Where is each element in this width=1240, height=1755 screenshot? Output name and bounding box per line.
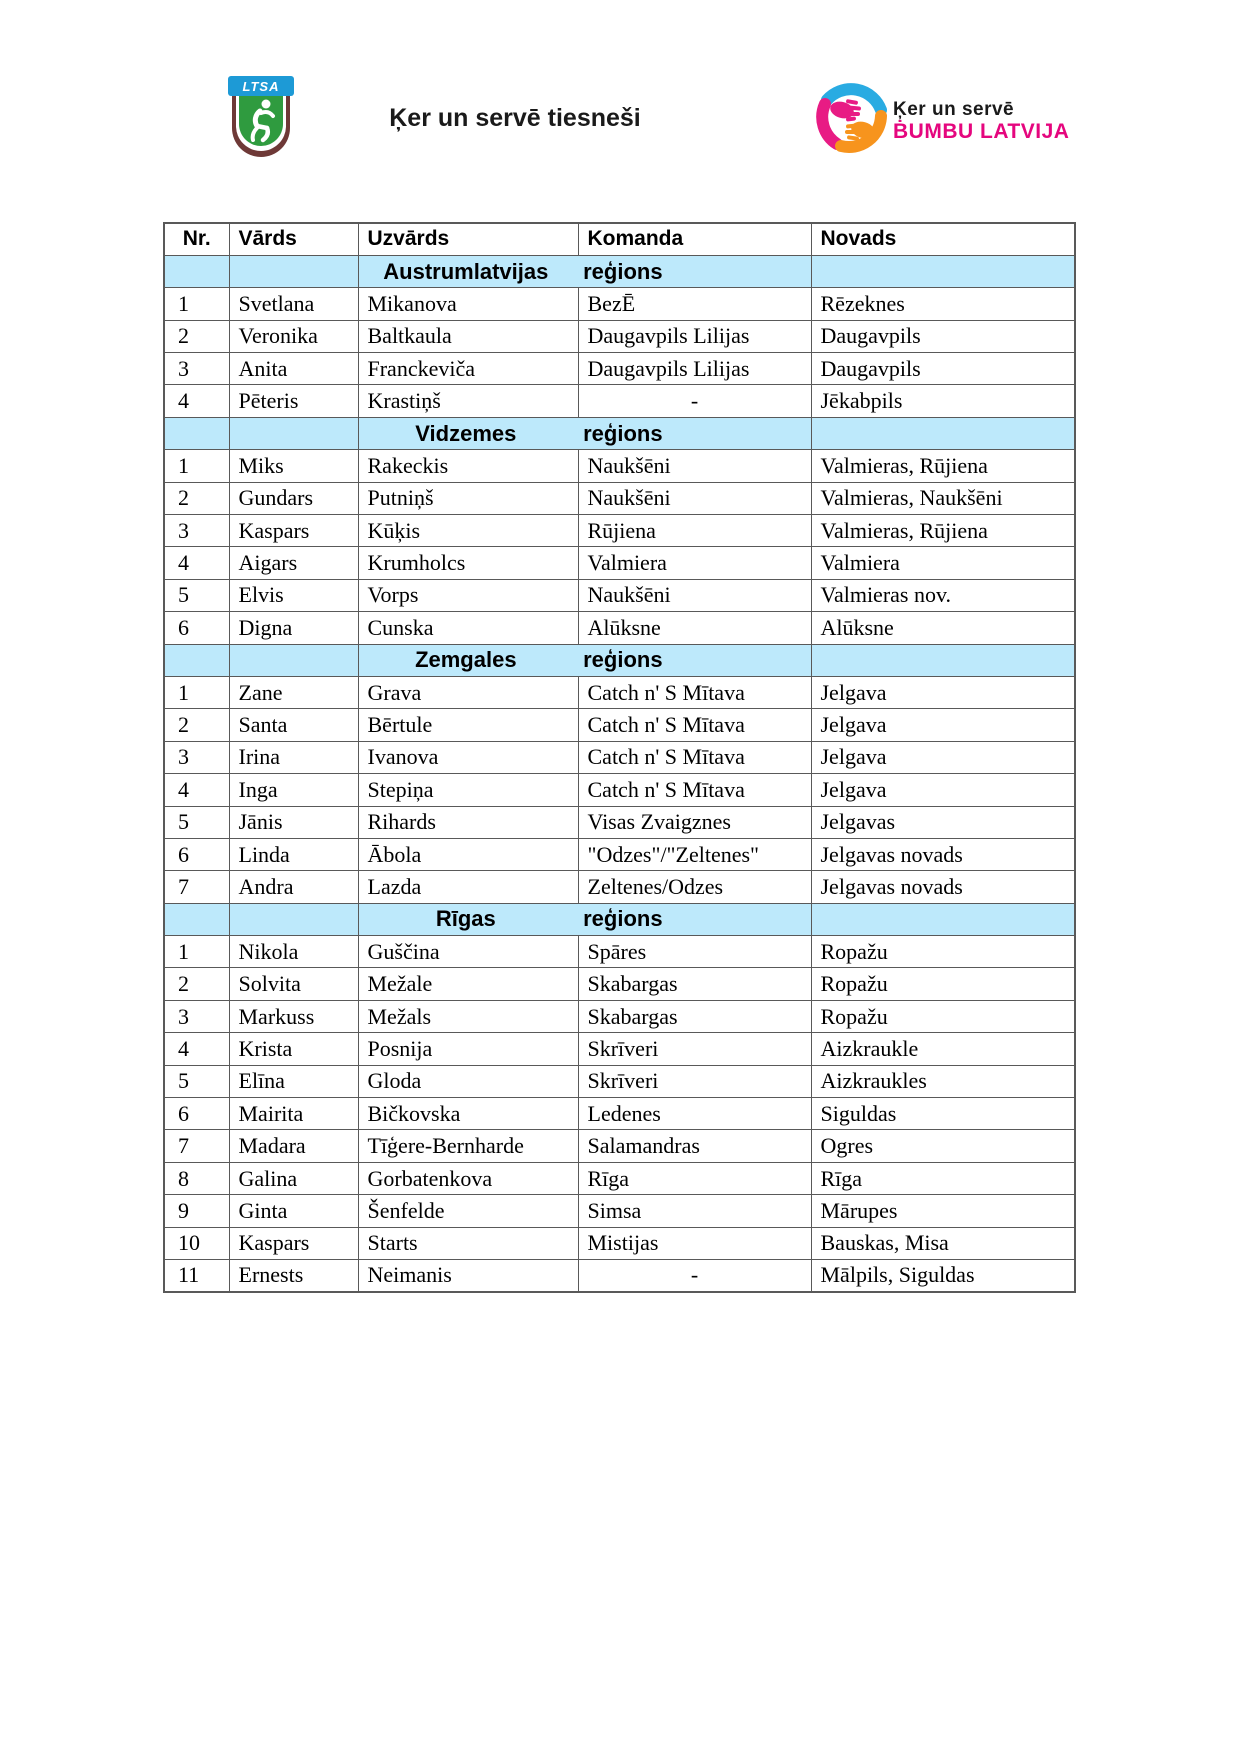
cell-komanda: Ledenes <box>578 1098 811 1130</box>
table-row <box>164 482 1075 514</box>
cell-uzvards: Tīģere-Bernharde <box>358 1130 578 1162</box>
table-row <box>164 968 1075 1000</box>
cell-vards: Aigars <box>229 547 358 579</box>
cell-novads: Ropažu <box>811 936 1075 968</box>
table-row <box>164 1065 1075 1097</box>
table-row <box>164 515 1075 547</box>
cell-vards: Veronika <box>229 320 358 352</box>
cell-vards: Kaspars <box>229 1227 358 1259</box>
cell-novads: Rēzeknes <box>811 288 1075 320</box>
table-row <box>164 385 1075 417</box>
cell-nr: 3 <box>164 741 229 773</box>
cell-uzvards: Posnija <box>358 1033 578 1065</box>
section-empty-cell <box>811 417 1075 449</box>
table-row <box>164 838 1075 870</box>
cell-novads: Jelgava <box>811 709 1075 741</box>
table-row <box>164 1227 1075 1259</box>
cell-nr: 6 <box>164 612 229 644</box>
brand-text <box>893 100 1069 142</box>
section-empty-cell <box>164 417 229 449</box>
table-row <box>164 1033 1075 1065</box>
table-row <box>164 806 1075 838</box>
cell-nr: 1 <box>164 676 229 708</box>
cell-komanda: Naukšēni <box>578 579 811 611</box>
cell-komanda: Zeltenes/Odzes <box>578 871 811 903</box>
table-row <box>164 774 1075 806</box>
cell-uzvards: Ābola <box>358 838 578 870</box>
cell-novads: Jelgava <box>811 676 1075 708</box>
cell-novads: Daugavpils <box>811 353 1075 385</box>
cell-uzvards: Bērtule <box>358 709 578 741</box>
section-empty-cell <box>164 255 229 287</box>
cell-nr: 8 <box>164 1162 229 1194</box>
cell-uzvards: Rihards <box>358 806 578 838</box>
cell-vards: Elvis <box>229 579 358 611</box>
section-row-zemgales <box>164 644 1075 676</box>
cell-novads: Mālpils, Siguldas <box>811 1260 1075 1292</box>
cell-uzvards: Starts <box>358 1227 578 1259</box>
cell-uzvards: Lazda <box>358 871 578 903</box>
cell-komanda: Daugavpils Lilijas <box>578 353 811 385</box>
running-figure-icon <box>239 95 283 146</box>
column-header-nr: Nr. <box>164 223 229 255</box>
cell-nr: 2 <box>164 482 229 514</box>
table-row <box>164 1000 1075 1032</box>
cell-nr: 7 <box>164 871 229 903</box>
cell-uzvards: Krastiņš <box>358 385 578 417</box>
cell-nr: 2 <box>164 320 229 352</box>
cell-komanda: Alūksne <box>578 612 811 644</box>
cell-vards: Elīna <box>229 1065 358 1097</box>
section-row-rīgas <box>164 903 1075 935</box>
cell-nr: 4 <box>164 774 229 806</box>
cell-vards: Digna <box>229 612 358 644</box>
cell-nr: 1 <box>164 450 229 482</box>
section-empty-cell <box>164 644 229 676</box>
ltsa-band-text: LTSA <box>242 78 280 94</box>
section-empty-cell <box>811 903 1075 935</box>
header-row <box>164 223 1075 255</box>
cell-vards: Andra <box>229 871 358 903</box>
section-region-suffix: reģions <box>583 906 663 932</box>
cell-nr: 4 <box>164 1033 229 1065</box>
cell-novads: Valmieras nov. <box>811 579 1075 611</box>
section-empty-cell <box>164 903 229 935</box>
cell-komanda: Naukšēni <box>578 482 811 514</box>
cell-komanda: Skrīveri <box>578 1033 811 1065</box>
section-title-cell <box>358 644 811 676</box>
cell-komanda: Rīga <box>578 1162 811 1194</box>
table-row <box>164 871 1075 903</box>
cell-vards: Mairita <box>229 1098 358 1130</box>
cell-uzvards: Franckeviča <box>358 353 578 385</box>
section-region-suffix: reģions <box>583 647 663 673</box>
cell-uzvards: Bičkovska <box>358 1098 578 1130</box>
ltsa-band <box>228 76 294 96</box>
cell-novads: Aizkraukles <box>811 1065 1075 1097</box>
cell-komanda: "Odzes"/"Zeltenes" <box>578 838 811 870</box>
cell-uzvards: Baltkaula <box>358 320 578 352</box>
cell-novads: Siguldas <box>811 1098 1075 1130</box>
cell-novads: Bauskas, Misa <box>811 1227 1075 1259</box>
table-row <box>164 709 1075 741</box>
table-row <box>164 1130 1075 1162</box>
table-row <box>164 320 1075 352</box>
section-empty-cell <box>811 255 1075 287</box>
cell-komanda: Catch n' S Mītava <box>578 774 811 806</box>
section-row-vidzemes <box>164 417 1075 449</box>
column-header-novads: Novads <box>811 223 1075 255</box>
table-row <box>164 1098 1075 1130</box>
cell-vards: Irina <box>229 741 358 773</box>
cell-komanda: Skrīveri <box>578 1065 811 1097</box>
cell-novads: Ropažu <box>811 968 1075 1000</box>
cell-vards: Markuss <box>229 1000 358 1032</box>
cell-uzvards: Stepiņa <box>358 774 578 806</box>
cell-komanda: - <box>578 1260 811 1292</box>
section-row-austrumlatvijas <box>164 255 1075 287</box>
cell-novads: Jelgavas <box>811 806 1075 838</box>
table-row <box>164 450 1075 482</box>
cell-novads: Mārupes <box>811 1195 1075 1227</box>
cell-novads: Daugavpils <box>811 320 1075 352</box>
cell-vards: Santa <box>229 709 358 741</box>
cell-uzvards: Vorps <box>358 579 578 611</box>
section-region-suffix: reģions <box>583 258 663 284</box>
cell-vards: Solvita <box>229 968 358 1000</box>
section-region-name: Vidzemes <box>415 420 517 446</box>
cell-nr: 7 <box>164 1130 229 1162</box>
crest-shield <box>232 95 290 157</box>
column-header-uzvrds: Uzvārds <box>358 223 578 255</box>
section-title-cell <box>358 417 811 449</box>
cell-nr: 2 <box>164 968 229 1000</box>
cell-vards: Anita <box>229 353 358 385</box>
cell-komanda: Skabargas <box>578 968 811 1000</box>
cell-vards: Linda <box>229 838 358 870</box>
brand-line1: Ķer un servē <box>893 99 1015 120</box>
cell-nr: 5 <box>164 806 229 838</box>
section-empty-cell <box>229 417 358 449</box>
cell-nr: 1 <box>164 936 229 968</box>
cell-nr: 3 <box>164 1000 229 1032</box>
cell-nr: 6 <box>164 1098 229 1130</box>
cell-komanda: Rūjiena <box>578 515 811 547</box>
cell-uzvards: Grava <box>358 676 578 708</box>
table-row <box>164 579 1075 611</box>
page-title: Ķer un servē tiesneši <box>389 104 641 132</box>
cell-uzvards: Mežals <box>358 1000 578 1032</box>
cell-novads: Aizkraukle <box>811 1033 1075 1065</box>
cell-novads: Valmieras, Rūjiena <box>811 515 1075 547</box>
section-title-cell <box>358 255 811 287</box>
cell-novads: Jelgava <box>811 741 1075 773</box>
cell-vards: Pēteris <box>229 385 358 417</box>
cell-vards: Nikola <box>229 936 358 968</box>
cell-nr: 10 <box>164 1227 229 1259</box>
section-region-name: Rīgas <box>435 906 496 932</box>
section-empty-cell <box>229 255 358 287</box>
cell-uzvards: Rakeckis <box>358 450 578 482</box>
cell-komanda: Valmiera <box>578 547 811 579</box>
cell-novads: Jelgavas novads <box>811 838 1075 870</box>
cell-vards: Jānis <box>229 806 358 838</box>
cell-komanda: Naukšēni <box>578 450 811 482</box>
table-row <box>164 547 1075 579</box>
cell-vards: Krista <box>229 1033 358 1065</box>
cell-komanda: Catch n' S Mītava <box>578 676 811 708</box>
cell-vards: Kaspars <box>229 515 358 547</box>
cell-novads: Valmieras, Naukšēni <box>811 482 1075 514</box>
table-row <box>164 741 1075 773</box>
section-region-suffix: reģions <box>583 420 663 446</box>
cell-novads: Valmieras, Rūjiena <box>811 450 1075 482</box>
cell-vards: Inga <box>229 774 358 806</box>
column-header-komanda: Komanda <box>578 223 811 255</box>
ltsa-crest-logo <box>230 76 292 160</box>
section-empty-cell <box>811 644 1075 676</box>
table-row <box>164 1195 1075 1227</box>
cell-uzvards: Gorbatenkova <box>358 1162 578 1194</box>
cell-uzvards: Gloda <box>358 1065 578 1097</box>
table-row <box>164 1162 1075 1194</box>
cell-uzvards: Guščina <box>358 936 578 968</box>
cell-vards: Ernests <box>229 1260 358 1292</box>
section-region-name: Austrumlatvijas <box>383 258 549 284</box>
cell-uzvards: Putniņš <box>358 482 578 514</box>
cell-komanda: Daugavpils Lilijas <box>578 320 811 352</box>
table-row <box>164 676 1075 708</box>
cell-komanda: Skabargas <box>578 1000 811 1032</box>
cell-uzvards: Mežale <box>358 968 578 1000</box>
cell-komanda: Catch n' S Mītava <box>578 709 811 741</box>
cell-nr: 2 <box>164 709 229 741</box>
table-row <box>164 1260 1075 1292</box>
section-empty-cell <box>229 644 358 676</box>
cell-vards: Zane <box>229 676 358 708</box>
table-row <box>164 612 1075 644</box>
cell-uzvards: Neimanis <box>358 1260 578 1292</box>
cell-novads: Rīga <box>811 1162 1075 1194</box>
cell-komanda: Simsa <box>578 1195 811 1227</box>
cell-nr: 6 <box>164 838 229 870</box>
cell-nr: 4 <box>164 547 229 579</box>
cell-vards: Gundars <box>229 482 358 514</box>
cell-komanda: BezĒ <box>578 288 811 320</box>
cell-komanda: Catch n' S Mītava <box>578 741 811 773</box>
cell-nr: 1 <box>164 288 229 320</box>
referees-table-body <box>164 223 1075 1292</box>
pink-hand-icon <box>828 99 861 122</box>
referees-table <box>163 222 1076 1293</box>
cell-nr: 5 <box>164 579 229 611</box>
cell-uzvards: Mikanova <box>358 288 578 320</box>
cell-novads: Jelgavas novads <box>811 871 1075 903</box>
cell-komanda: Mistijas <box>578 1227 811 1259</box>
section-region-name: Zemgales <box>415 647 517 673</box>
cell-novads: Valmiera <box>811 547 1075 579</box>
cell-nr: 3 <box>164 515 229 547</box>
section-empty-cell <box>229 903 358 935</box>
cell-vards: Miks <box>229 450 358 482</box>
cell-uzvards: Krumholcs <box>358 547 578 579</box>
section-title-cell <box>358 903 811 935</box>
cell-komanda: Salamandras <box>578 1130 811 1162</box>
cell-vards: Svetlana <box>229 288 358 320</box>
table-row <box>164 353 1075 385</box>
cell-uzvards: Šenfelde <box>358 1195 578 1227</box>
cell-vards: Galina <box>229 1162 358 1194</box>
table-row <box>164 288 1075 320</box>
cell-nr: 9 <box>164 1195 229 1227</box>
cell-novads: Jēkabpils <box>811 385 1075 417</box>
cell-nr: 3 <box>164 353 229 385</box>
cell-uzvards: Cunska <box>358 612 578 644</box>
brand-line2: ḂUMBU LATVIJA <box>893 120 1070 143</box>
cell-vards: Madara <box>229 1130 358 1162</box>
cell-komanda: - <box>578 385 811 417</box>
cell-nr: 4 <box>164 385 229 417</box>
cell-novads: Ogres <box>811 1130 1075 1162</box>
catch-serve-hands-ring-logo <box>815 80 890 155</box>
cell-nr: 11 <box>164 1260 229 1292</box>
cell-uzvards: Ivanova <box>358 741 578 773</box>
cell-novads: Alūksne <box>811 612 1075 644</box>
table-row <box>164 936 1075 968</box>
column-header-vrds: Vārds <box>229 223 358 255</box>
cell-novads: Ropažu <box>811 1000 1075 1032</box>
cell-komanda: Spāres <box>578 936 811 968</box>
cell-nr: 5 <box>164 1065 229 1097</box>
cell-komanda: Visas Zvaigznes <box>578 806 811 838</box>
cell-novads: Jelgava <box>811 774 1075 806</box>
cell-vards: Ginta <box>229 1195 358 1227</box>
cell-uzvards: Kūķis <box>358 515 578 547</box>
